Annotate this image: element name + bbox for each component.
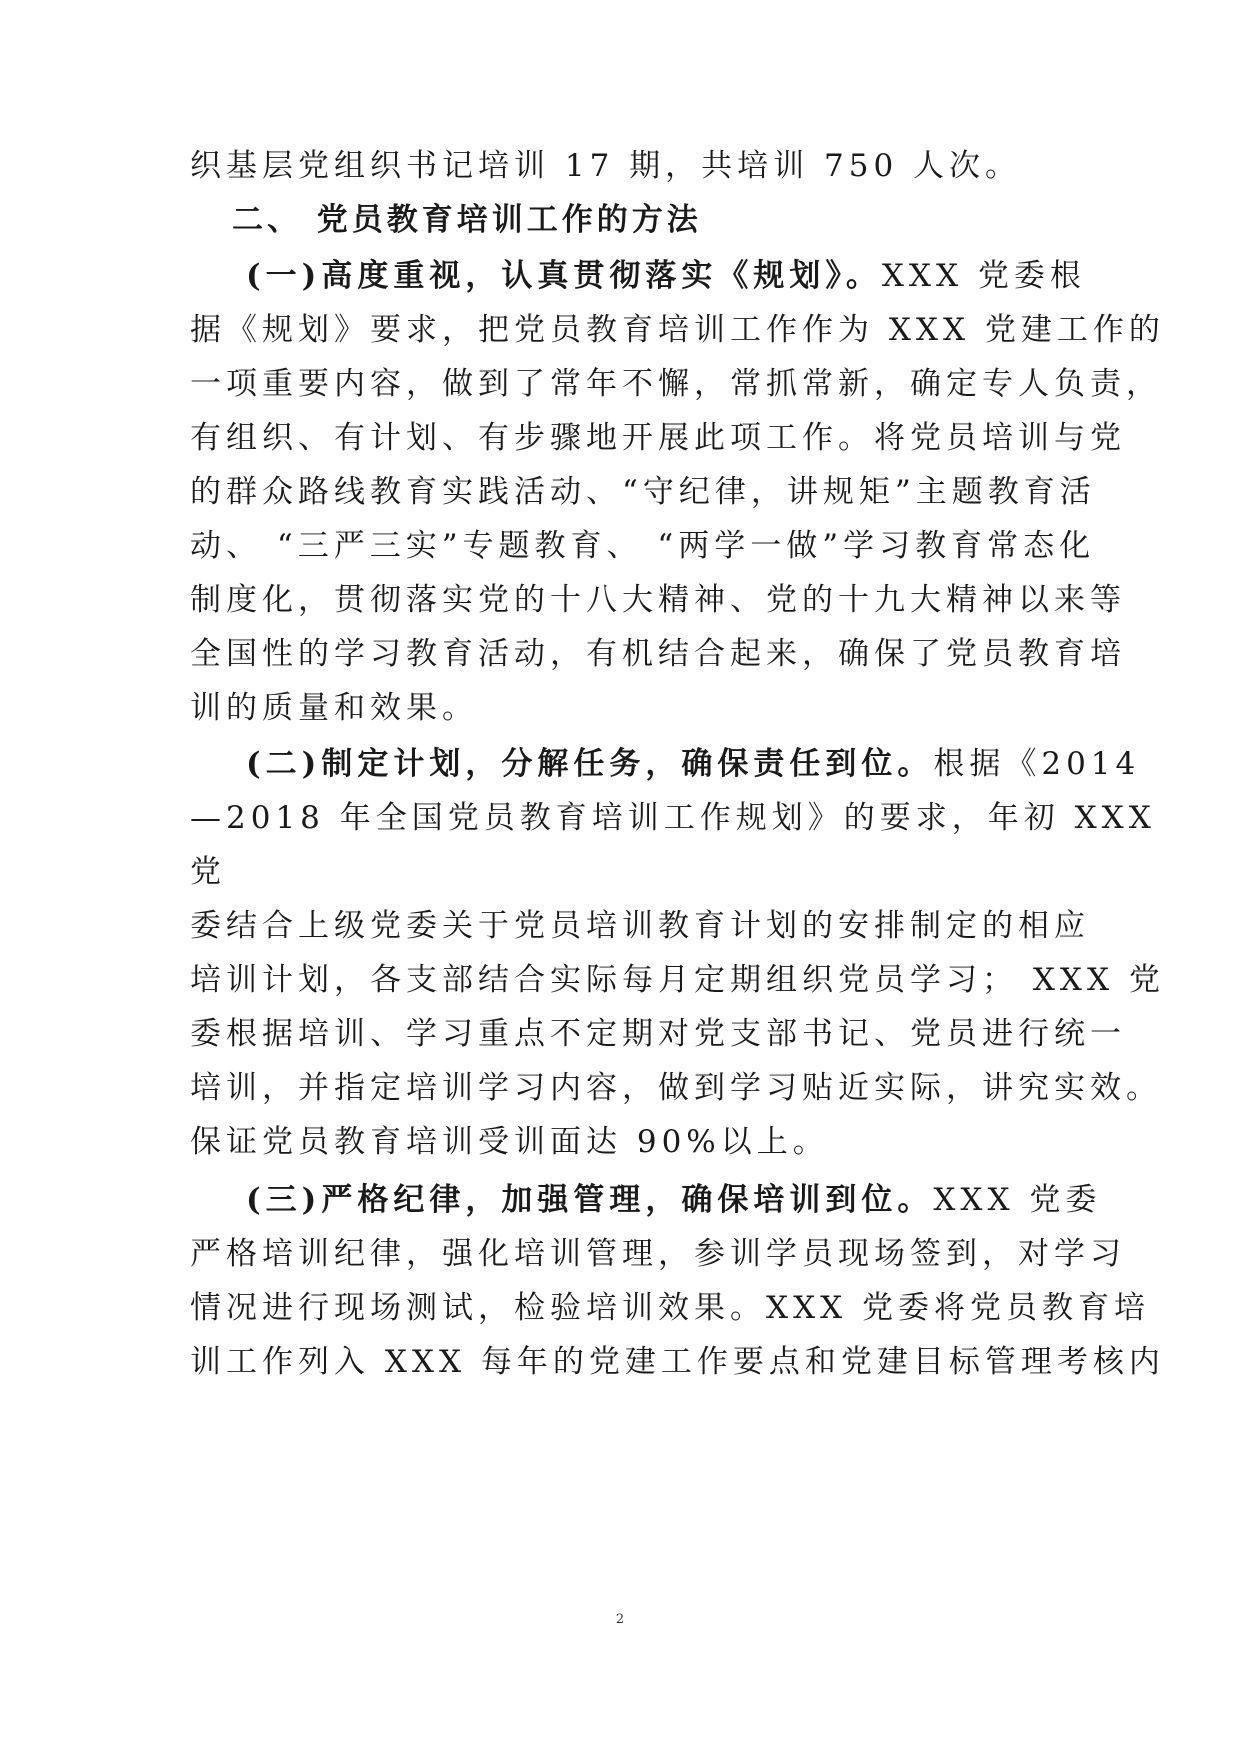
subsection-heading-line: (一)高度重视，认真贯彻落实《规划》。XXX 党委根 <box>246 258 1086 294</box>
paragraph-line: 训工作列入 XXX 每年的党建工作要点和党建目标管理考核内 <box>190 1344 1165 1380</box>
subsection-title: (二)制定计划，分解任务，确保责任到位。 <box>246 746 934 782</box>
paragraph-line: 训的质量和效果。 <box>190 690 478 726</box>
paragraph-line: —2018 年全国党员教育培训工作规划》的要求，年初 XXX <box>190 800 1156 836</box>
subsection-heading-line: (三)严格纪律，加强管理，确保培训到位。XXX 党委 <box>246 1182 1102 1218</box>
paragraph-line: 据《规划》要求，把党员教育培训工作作为 XXX 党建工作的 <box>190 312 1165 348</box>
paragraph-line: 培训计划，各支部结合实际每月定期组织党员学习； XXX 党 <box>190 962 1165 998</box>
subsection-heading-line: (二)制定计划，分解任务，确保责任到位。根据《2014 <box>246 746 1141 782</box>
paragraph-line: 全国性的学习教育活动，有机结合起来，确保了党员教育培 <box>190 636 1126 672</box>
paragraph-line: 党 <box>190 854 226 890</box>
paragraph-line: 的群众路线教育实践活动、“守纪律，讲规矩”主题教育活 <box>190 474 1096 510</box>
paragraph-line: 情况进行现场测试，检验培训效果。XXX 党委将党员教育培 <box>190 1290 1151 1326</box>
paragraph-line: 动、 “三严三实”专题教育、 “两学一做”学习教育常态化 <box>190 528 1096 564</box>
subsection-title: (三)严格纪律，加强管理，确保培训到位。 <box>246 1182 934 1218</box>
paragraph-line: 委根据培训、学习重点不定期对党支部书记、党员进行统一 <box>190 1016 1126 1052</box>
section-heading: 二、 党员教育培训工作的方法 <box>232 202 702 238</box>
paragraph-line: 织基层党组织书记培训 17 期，共培训 750 人次。 <box>190 148 1022 184</box>
paragraph-line: 委结合上级党委关于党员培训教育计划的安排制定的相应 <box>190 908 1090 944</box>
paragraph-line: 一项重要内容，做到了常年不懈，常抓常新，确定专人负责， <box>190 366 1162 402</box>
paragraph-line: 严格培训纪律，强化培训管理，参训学员现场签到，对学习 <box>190 1236 1126 1272</box>
page-number: 2 <box>615 1612 625 1627</box>
paragraph-line: 培训，并指定培训学习内容，做到学习贴近实际，讲究实效。 <box>190 1070 1162 1106</box>
paragraph-line: 保证党员教育培训受训面达 90%以上。 <box>190 1124 829 1160</box>
paragraph-line: 制度化，贯彻落实党的十八大精神、党的十九大精神以来等 <box>190 582 1126 618</box>
subsection-title: (一)高度重视，认真贯彻落实《规划》。 <box>246 258 882 294</box>
paragraph-line: 有组织、有计划、有步骤地开展此项工作。将党员培训与党 <box>190 420 1126 456</box>
